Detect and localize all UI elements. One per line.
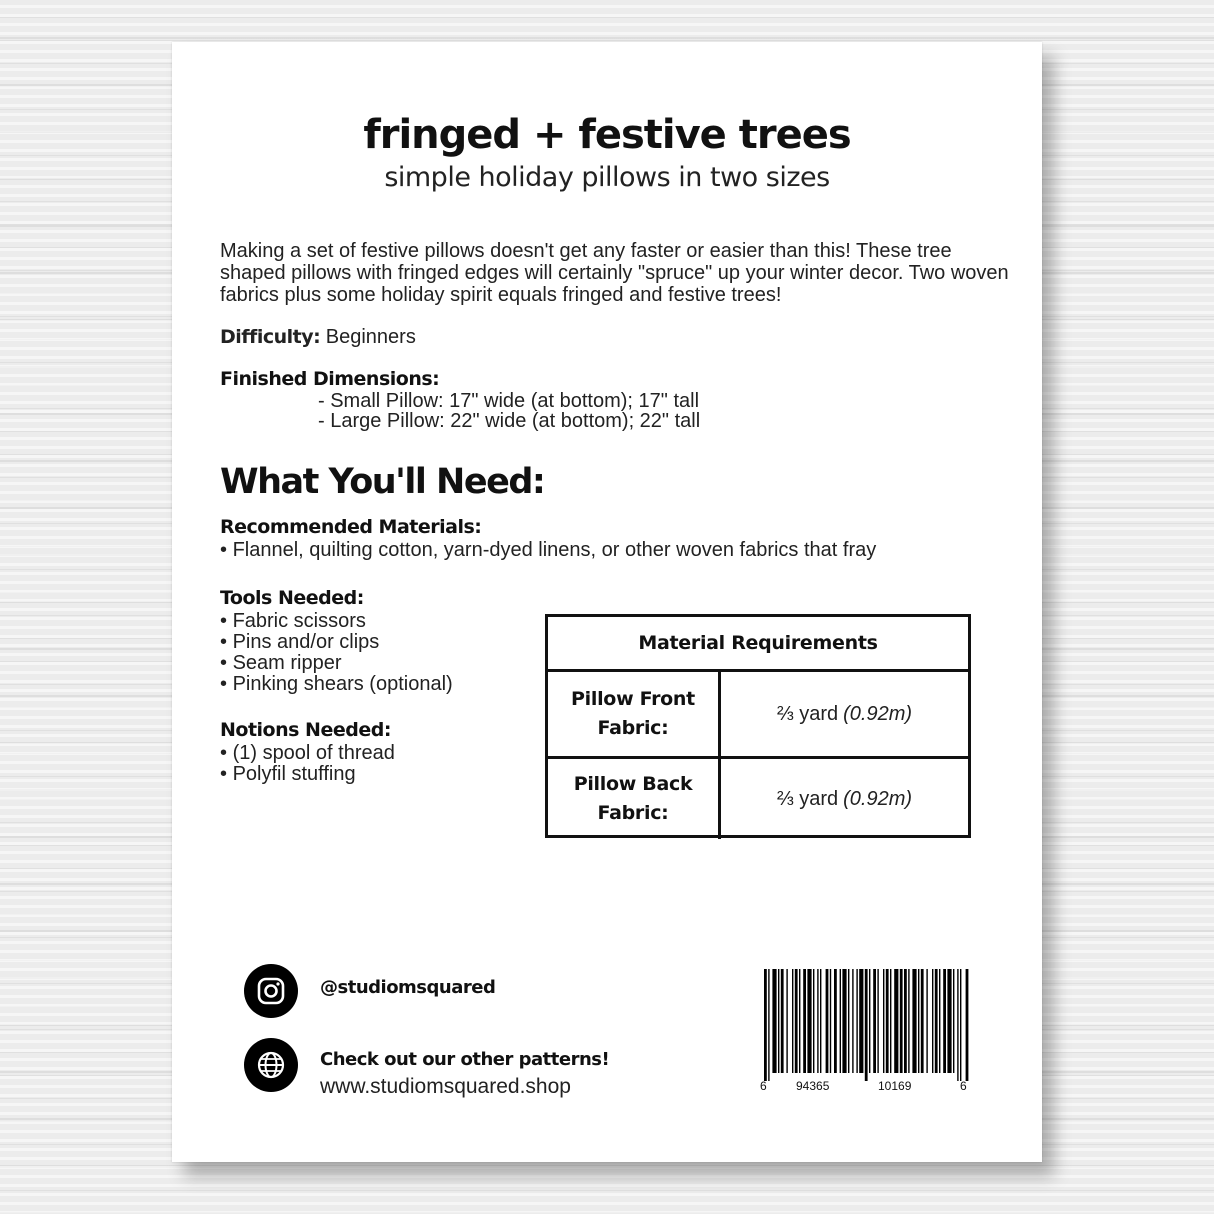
difficulty-line [220, 326, 416, 349]
barcode-bar [842, 969, 846, 1073]
barcode-bar [820, 969, 821, 1073]
barcode-bar [939, 969, 940, 1073]
barcode-bar [830, 969, 831, 1073]
metric-yardage: (0.92m) [843, 787, 913, 810]
yardage: ⅔ yard [776, 787, 839, 810]
barcode-bar [908, 969, 909, 1073]
instagram-icon[interactable] [244, 964, 298, 1018]
barcode-bar [781, 969, 784, 1073]
barcode-bar [852, 969, 853, 1073]
dimension-item: - Large Pillow: 22" wide (at bottom); 22" tall [318, 410, 701, 432]
barcode-bar [799, 969, 800, 1073]
difficulty-label: Difficulty: [220, 326, 321, 348]
what-you-need-heading: What You'll Need: [220, 462, 545, 502]
barcode-bar [957, 969, 958, 1081]
row-label [548, 672, 721, 756]
barcode-bar [865, 969, 868, 1081]
barcode-bar [840, 969, 841, 1073]
yardage: ⅔ yard [776, 702, 839, 725]
barcode-bar [848, 969, 849, 1073]
barcode-bar [807, 969, 811, 1073]
barcode-bar [953, 969, 954, 1073]
barcode-bar [886, 969, 889, 1073]
other-patterns-text: Check out our other patterns! [320, 1049, 610, 1070]
list-item: • (1) spool of thread [220, 743, 395, 764]
intro-paragraph: Making a set of festive pillows doesn't get any faster or easier than this! These tree shaped pillows with fringed edges will certainly "spruce" up your winter decor. Two woven fabrics plus some holiday spirit equals fringed and festive trees! [220, 240, 1009, 306]
barcode-bar [900, 969, 903, 1073]
barcode-bar [921, 969, 924, 1073]
table-row [548, 756, 968, 839]
barcode-bar [935, 969, 938, 1073]
dimensions-list [318, 391, 700, 431]
barcode-bar [912, 969, 916, 1073]
row-value [721, 759, 968, 839]
barcode-bar [883, 969, 884, 1073]
barcode-bar [834, 969, 837, 1073]
difficulty-value: Beginners [325, 326, 416, 348]
dimension-item: - Small Pillow: 17" wide (at bottom); 17" tall [318, 390, 700, 412]
barcode-bar [918, 969, 919, 1073]
table-title: Material Requirements [548, 617, 968, 672]
material-requirements-table [545, 614, 971, 838]
barcode-bar [904, 969, 907, 1073]
barcode-digit-left: 6 [760, 1079, 767, 1093]
barcode [758, 969, 972, 1099]
barcode-bar [772, 969, 776, 1073]
barcode-digit-right: 6 [960, 1079, 967, 1093]
row-value [721, 672, 968, 756]
barcode-bar [932, 969, 933, 1073]
list-item: • Flannel, quilting cotton, yarn-dyed linens, or other woven fabrics that fray [220, 540, 876, 561]
materials-list [220, 540, 876, 561]
instagram-handle[interactable]: @studiomsquared [320, 977, 496, 998]
barcode-bar [786, 969, 787, 1073]
barcode-bar [859, 969, 863, 1073]
list-item: • Pins and/or clips [220, 632, 453, 653]
materials-heading: Recommended Materials: [220, 516, 482, 538]
list-item: • Seam ripper [220, 653, 453, 674]
barcode-bar [813, 969, 814, 1073]
table-row [548, 672, 968, 756]
pattern-back-cover [172, 42, 1042, 1162]
barcode-bar [826, 969, 829, 1073]
barcode-bar [947, 969, 951, 1073]
barcode-bar [966, 969, 969, 1081]
tools-heading: Tools Needed: [220, 587, 364, 609]
pattern-subtitle: simple holiday pillows in two sizes [384, 162, 830, 193]
pattern-title: fringed + festive trees [363, 112, 851, 158]
row-label-line: Fabric: [597, 802, 669, 824]
metric-yardage: (0.92m) [843, 702, 913, 725]
barcode-bar [926, 969, 927, 1073]
barcode-group-1: 94365 [796, 1079, 830, 1093]
barcode-bars [758, 969, 972, 1081]
barcode-bar [803, 969, 806, 1073]
list-item: • Pinking shears (optional) [220, 674, 453, 695]
barcode-bar [873, 969, 876, 1073]
globe-icon[interactable] [244, 1038, 298, 1092]
dimensions-heading: Finished Dimensions: [220, 368, 440, 390]
barcode-bar [960, 969, 961, 1081]
barcode-bar [894, 969, 898, 1073]
barcode-bar [768, 969, 769, 1081]
notions-heading: Notions Needed: [220, 719, 391, 741]
list-item: • Polyfil stuffing [220, 764, 395, 785]
barcode-group-2: 10169 [878, 1079, 912, 1093]
barcode-bar [869, 969, 870, 1073]
barcode-bar [943, 969, 946, 1073]
row-label-line: Pillow Back [573, 773, 693, 795]
shop-url[interactable]: www.studiomsquared.shop [320, 1075, 571, 1098]
list-item: • Fabric scissors [220, 611, 453, 632]
notions-list [220, 743, 395, 785]
barcode-bar [856, 969, 857, 1073]
barcode-bar [792, 969, 793, 1073]
tools-list [220, 611, 453, 695]
barcode-bar [795, 969, 798, 1073]
barcode-bar [764, 969, 767, 1081]
barcode-bar [890, 969, 891, 1073]
barcode-bar [778, 969, 779, 1073]
row-label-line: Fabric: [597, 717, 669, 739]
row-label-line: Pillow Front [571, 688, 695, 710]
row-label [548, 759, 721, 839]
barcode-bar [877, 969, 878, 1073]
barcode-bar [817, 969, 818, 1073]
